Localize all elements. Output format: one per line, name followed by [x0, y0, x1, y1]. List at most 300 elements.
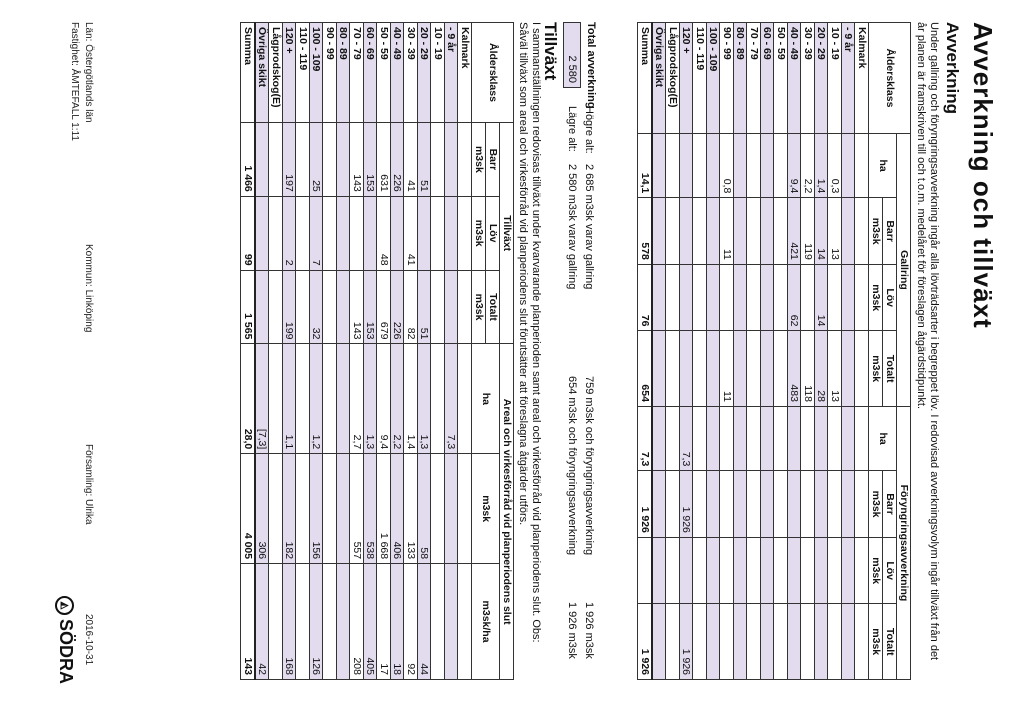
- areal-m3sk-cell: [323, 454, 337, 564]
- col-header-lov: Löv: [883, 264, 897, 331]
- hogre-alt-text: 2 685 m3sk varav gallring: [583, 164, 595, 290]
- table-row: [404, 23, 418, 680]
- tillvaxt-lov-cell: [364, 196, 378, 270]
- table-row: [350, 23, 364, 680]
- foryngring-lov-cell: [842, 537, 856, 604]
- tillvaxt-barr-cell: [269, 122, 283, 196]
- row-label: 20 - 29: [418, 23, 432, 123]
- tillvaxt-lov-cell: 2: [283, 196, 297, 270]
- areal-m3skha-cell: 44: [418, 564, 432, 680]
- row-label: Övriga skikt: [255, 23, 269, 123]
- tillvaxt-totalt-cell: [337, 270, 351, 344]
- tillvaxt-lov-cell: 7: [310, 196, 324, 270]
- row-label: 10 - 19: [828, 23, 842, 134]
- gallring-barr-cell: [707, 198, 721, 265]
- tillvaxt-lov-cell: [255, 196, 269, 270]
- col-header-unit: m3sk: [869, 604, 883, 680]
- row-label: - 9 år: [842, 23, 856, 134]
- row-label: 40 - 49: [788, 23, 802, 134]
- sum-areal-m3sk-cell: 4 005: [241, 454, 255, 564]
- tillvaxt-lov-cell: [296, 196, 310, 270]
- foryngring-ha-cell: [734, 406, 748, 470]
- row-label: 110 - 119: [693, 23, 707, 134]
- areal-m3sk-cell: [296, 454, 310, 564]
- areal-m3skha-cell: [269, 564, 283, 680]
- table-row: [707, 23, 721, 680]
- tillvaxt-lov-cell: 48: [377, 196, 391, 270]
- tillvaxt-lov-cell: [418, 196, 432, 270]
- foryngring-totalt-cell: [761, 604, 775, 680]
- col-header-unit: m3sk: [472, 122, 486, 196]
- foryngring-lov-cell: [761, 537, 775, 604]
- gallring-totalt-cell: 28: [815, 331, 829, 406]
- tillvaxt-totalt-cell: [296, 270, 310, 344]
- areal-m3sk-cell: 406: [391, 454, 405, 564]
- table-row: [815, 23, 829, 680]
- gallring-barr-cell: [855, 198, 869, 265]
- total-avverkning-label: Total avverkning: [585, 22, 597, 109]
- foryngring-lov-cell: [774, 537, 788, 604]
- tillvaxt-totalt-cell: 153: [364, 270, 378, 344]
- areal-ha-cell: [269, 344, 283, 454]
- sum-areal-m3skha-cell: 143: [241, 564, 255, 680]
- table-row: [666, 23, 680, 680]
- foryngring-totalt-cell: [855, 604, 869, 680]
- gallring-barr-cell: [747, 198, 761, 265]
- sum-foryngring-lov-cell: [638, 537, 652, 604]
- row-label: - 9 år: [445, 23, 459, 123]
- foryngring-barr-cell: [774, 471, 788, 538]
- foryngring-totalt-cell: [707, 604, 721, 680]
- foryngring-totalt-cell: [734, 604, 748, 680]
- group-header-gallring: Gallring: [897, 133, 911, 406]
- group-header-tillvaxt: Tillväxt: [500, 122, 514, 343]
- sum-label: Summa: [241, 23, 255, 123]
- gallring-totalt-cell: [707, 331, 721, 406]
- foryngring-ha-cell: [815, 406, 829, 470]
- col-header-unit: m3sk: [869, 537, 883, 604]
- table-row: [458, 23, 472, 680]
- rotated-page: [16, 4, 1004, 704]
- foryngring-barr-cell: 1 926: [680, 471, 694, 538]
- col-header-alders: Åldersklass: [869, 23, 911, 134]
- gallring-totalt-cell: 11: [720, 331, 734, 406]
- areal-ha-cell: 1,3: [418, 344, 432, 454]
- areal-m3skha-cell: 208: [350, 564, 364, 680]
- areal-m3sk-cell: 182: [283, 454, 297, 564]
- foryngring-ha-cell: [761, 406, 775, 470]
- group-header-areal: Areal och virkesförråd vid planperiodens slut: [500, 344, 514, 680]
- areal-ha-cell: [296, 344, 310, 454]
- sum-gallring-totalt-cell: 654: [638, 331, 652, 406]
- col-header-unit: m3sk: [869, 264, 883, 331]
- avverkning-table: [638, 22, 912, 680]
- areal-m3sk-cell: [458, 454, 472, 564]
- foryngring-totalt-cell: [828, 604, 842, 680]
- areal-m3skha-cell: 92: [404, 564, 418, 680]
- foryngring-lov-cell: [652, 537, 666, 604]
- areal-m3sk-cell: 156: [310, 454, 324, 564]
- table-row: [310, 23, 324, 680]
- gallring-barr-cell: [842, 198, 856, 265]
- gallring-lov-cell: 62: [788, 264, 802, 331]
- gallring-ha-cell: [855, 133, 869, 197]
- footer-fastighet: Fastighet: ÅMTEFALL 1:11: [69, 22, 80, 141]
- tillvaxt-barr-cell: 143: [350, 122, 364, 196]
- col-header-barr: Barr: [883, 198, 897, 265]
- gallring-lov-cell: [761, 264, 775, 331]
- tillvaxt-barr-cell: 197: [283, 122, 297, 196]
- tillvaxt-totalt-cell: [445, 270, 459, 344]
- hogre-alt-foryngring: 1 926 m3sk: [583, 602, 595, 659]
- avverkning-heading: Avverkning: [943, 22, 962, 114]
- areal-ha-cell: [337, 344, 351, 454]
- sodra-logo-icon: ◭: [55, 596, 74, 615]
- col-header-ha: ha: [472, 344, 500, 454]
- areal-ha-cell: [458, 344, 472, 454]
- tillvaxt-barr-cell: 51: [418, 122, 432, 196]
- gallring-totalt-cell: [666, 331, 680, 406]
- foryngring-totalt-cell: [652, 604, 666, 680]
- tillvaxt-table: [241, 22, 515, 680]
- row-label: 30 - 39: [801, 23, 815, 134]
- row-label: 100 - 109: [310, 23, 324, 123]
- row-label: 80 - 89: [337, 23, 351, 123]
- foryngring-totalt-cell: [666, 604, 680, 680]
- foryngring-barr-cell: [693, 471, 707, 538]
- foryngring-ha-cell: [747, 406, 761, 470]
- row-label: 120 +: [283, 23, 297, 123]
- table-row: [377, 23, 391, 680]
- sum-row: [638, 23, 652, 680]
- gallring-ha-cell: [761, 133, 775, 197]
- foryngring-totalt-cell: [842, 604, 856, 680]
- foryngring-barr-cell: [747, 471, 761, 538]
- gallring-barr-cell: [693, 198, 707, 265]
- tillvaxt-barr-cell: [337, 122, 351, 196]
- row-label: Kalmark: [458, 23, 472, 123]
- tillvaxt-barr-cell: [255, 122, 269, 196]
- foryngring-barr-cell: [652, 471, 666, 538]
- table-row: [418, 23, 432, 680]
- lagre-alt-gallring: 654 m3sk och föryngringsavverkning: [566, 376, 578, 556]
- areal-m3sk-cell: [445, 454, 459, 564]
- table-row: [431, 23, 445, 680]
- sum-foryngring-ha-cell: 7,3: [638, 406, 652, 470]
- table-row: [255, 23, 269, 680]
- sum-tillvaxt-barr-cell: 1 466: [241, 122, 255, 196]
- footer-lan: Län: Östergötlands län: [83, 22, 94, 123]
- col-header-unit: m3sk: [869, 331, 883, 406]
- tillvaxt-barr-cell: 153: [364, 122, 378, 196]
- areal-m3skha-cell: 168: [283, 564, 297, 680]
- gallring-lov-cell: [747, 264, 761, 331]
- areal-m3sk-cell: 557: [350, 454, 364, 564]
- tillvaxt-lov-cell: [431, 196, 445, 270]
- foryngring-ha-cell: [788, 406, 802, 470]
- gallring-totalt-cell: 483: [788, 331, 802, 406]
- areal-m3skha-cell: 18: [391, 564, 405, 680]
- table-row: [788, 23, 802, 680]
- row-label: 50 - 59: [377, 23, 391, 123]
- col-header-barr: Barr: [883, 471, 897, 538]
- foryngring-lov-cell: [855, 537, 869, 604]
- col-header-lov: Löv: [883, 537, 897, 604]
- foryngring-barr-cell: [761, 471, 775, 538]
- col-header-unit: m3sk: [869, 471, 883, 538]
- tillvaxt-heading: Tillväxt: [541, 22, 560, 81]
- gallring-ha-cell: [842, 133, 856, 197]
- gallring-ha-cell: 9,4: [788, 133, 802, 197]
- table-row: [364, 23, 378, 680]
- gallring-lov-cell: [842, 264, 856, 331]
- table-row: [747, 23, 761, 680]
- sum-row: [241, 23, 255, 680]
- row-label: 90 - 99: [323, 23, 337, 123]
- foryngring-barr-cell: [707, 471, 721, 538]
- table-row: [693, 23, 707, 680]
- col-header-alders: Åldersklass: [472, 23, 514, 123]
- table-row: [720, 23, 734, 680]
- gallring-barr-cell: 421: [788, 198, 802, 265]
- row-label: 10 - 19: [431, 23, 445, 123]
- gallring-lov-cell: [707, 264, 721, 331]
- areal-ha-cell: 1,4: [404, 344, 418, 454]
- tillvaxt-totalt-cell: 679: [377, 270, 391, 344]
- sum-gallring-barr-cell: 578: [638, 198, 652, 265]
- sum-tillvaxt-lov-cell: 99: [241, 196, 255, 270]
- sum-areal-ha-cell: 28,0: [241, 344, 255, 454]
- areal-m3skha-cell: [296, 564, 310, 680]
- row-label: 40 - 49: [391, 23, 405, 123]
- foryngring-barr-cell: [842, 471, 856, 538]
- sum-foryngring-barr-cell: 1 926: [638, 471, 652, 538]
- table-row: [269, 23, 283, 680]
- gallring-lov-cell: [652, 264, 666, 331]
- gallring-totalt-cell: [761, 331, 775, 406]
- areal-ha-cell: 1,2: [310, 344, 324, 454]
- gallring-totalt-cell: [680, 331, 694, 406]
- tillvaxt-totalt-cell: 82: [404, 270, 418, 344]
- gallring-totalt-cell: 13: [828, 331, 842, 406]
- foryngring-ha-cell: [652, 406, 666, 470]
- areal-m3sk-cell: 1 668: [377, 454, 391, 564]
- col-header-unit: m3sk: [869, 198, 883, 265]
- sum-tillvaxt-totalt-cell: 1 565: [241, 270, 255, 344]
- tillvaxt-barr-cell: [431, 122, 445, 196]
- foryngring-lov-cell: [720, 537, 734, 604]
- sodra-logo-text: SÖDRA: [56, 619, 76, 685]
- col-header-m3skha: m3sk/ha: [472, 564, 500, 680]
- row-label: 80 - 89: [734, 23, 748, 134]
- gallring-ha-cell: [666, 133, 680, 197]
- gallring-ha-cell: 0,8: [720, 133, 734, 197]
- gallring-lov-cell: [774, 264, 788, 331]
- table-row: [652, 23, 666, 680]
- table-row: [680, 23, 694, 680]
- areal-ha-cell: 9,4: [377, 344, 391, 454]
- hogre-alt-label: Högre alt:: [583, 106, 595, 154]
- footer-date: 2016-10-31: [83, 614, 94, 666]
- foryngring-ha-cell: [828, 406, 842, 470]
- foryngring-ha-cell: [801, 406, 815, 470]
- gallring-lov-cell: [680, 264, 694, 331]
- table-row: [445, 23, 459, 680]
- tillvaxt-lov-cell: [391, 196, 405, 270]
- areal-ha-cell: [7,3]: [255, 344, 269, 454]
- row-label: 90 - 99: [720, 23, 734, 134]
- table-row: [855, 23, 869, 680]
- gallring-barr-cell: [761, 198, 775, 265]
- row-label: Övriga skikt: [652, 23, 666, 134]
- foryngring-totalt-cell: [801, 604, 815, 680]
- foryngring-barr-cell: [666, 471, 680, 538]
- tillvaxt-barr-cell: 25: [310, 122, 324, 196]
- hogre-alt-gallring: 759 m3sk och föryngringsavverkning: [583, 376, 595, 556]
- tillvaxt-lov-cell: [323, 196, 337, 270]
- areal-m3sk-cell: [269, 454, 283, 564]
- areal-ha-cell: [323, 344, 337, 454]
- foryngring-totalt-cell: [788, 604, 802, 680]
- foryngring-barr-cell: [828, 471, 842, 538]
- gallring-lov-cell: [666, 264, 680, 331]
- gallring-totalt-cell: [774, 331, 788, 406]
- footer-forsamling: Församling: Ulrika: [83, 444, 94, 525]
- gallring-barr-cell: [680, 198, 694, 265]
- gallring-totalt-cell: [693, 331, 707, 406]
- foryngring-ha-cell: [666, 406, 680, 470]
- group-header-foryngring: Föryngringsavverkning: [897, 406, 911, 679]
- lagre-alt-foryngring: 1 926 m3sk: [566, 602, 578, 659]
- gallring-lov-cell: [801, 264, 815, 331]
- total-avverkning-value: 2 580: [563, 22, 581, 88]
- foryngring-ha-cell: [720, 406, 734, 470]
- tillvaxt-totalt-cell: 143: [350, 270, 364, 344]
- areal-ha-cell: 1,1: [283, 344, 297, 454]
- row-label: 50 - 59: [774, 23, 788, 134]
- foryngring-totalt-cell: [774, 604, 788, 680]
- areal-ha-cell: 2,7: [350, 344, 364, 454]
- foryngring-totalt-cell: [747, 604, 761, 680]
- lagre-alt-label: Lägre alt:: [566, 106, 578, 152]
- table-row: [734, 23, 748, 680]
- gallring-ha-cell: [747, 133, 761, 197]
- foryngring-totalt-cell: [815, 604, 829, 680]
- foryngring-barr-cell: [801, 471, 815, 538]
- foryngring-barr-cell: [734, 471, 748, 538]
- foryngring-ha-cell: [707, 406, 721, 470]
- tillvaxt-totalt-cell: [323, 270, 337, 344]
- col-header-totalt: Totalt: [883, 604, 897, 680]
- col-header-lov: Löv: [486, 196, 500, 270]
- areal-m3sk-cell: 538: [364, 454, 378, 564]
- areal-m3skha-cell: [445, 564, 459, 680]
- tillvaxt-totalt-cell: [458, 270, 472, 344]
- lagre-alt-text: 2 580 m3sk varav gallring: [566, 164, 578, 290]
- foryngring-ha-cell: [774, 406, 788, 470]
- foryngring-barr-cell: [788, 471, 802, 538]
- row-label: 70 - 79: [350, 23, 364, 123]
- foryngring-barr-cell: [815, 471, 829, 538]
- foryngring-totalt-cell: [720, 604, 734, 680]
- row-label: 30 - 39: [404, 23, 418, 123]
- gallring-ha-cell: [693, 133, 707, 197]
- areal-ha-cell: [431, 344, 445, 454]
- foryngring-lov-cell: [828, 537, 842, 604]
- foryngring-lov-cell: [693, 537, 707, 604]
- tillvaxt-totalt-cell: 199: [283, 270, 297, 344]
- sodra-logo: [55, 596, 76, 684]
- gallring-totalt-cell: [734, 331, 748, 406]
- row-label: 60 - 69: [364, 23, 378, 123]
- gallring-lov-cell: 14: [815, 264, 829, 331]
- row-label: 110 - 119: [296, 23, 310, 123]
- tillvaxt-barr-cell: [458, 122, 472, 196]
- gallring-ha-cell: [652, 133, 666, 197]
- col-header-ha: ha: [869, 406, 897, 470]
- tillvaxt-lov-cell: [458, 196, 472, 270]
- tillvaxt-lov-cell: [269, 196, 283, 270]
- tillvaxt-barr-cell: 41: [404, 122, 418, 196]
- table-row: [774, 23, 788, 680]
- gallring-ha-cell: [680, 133, 694, 197]
- gallring-ha-cell: [707, 133, 721, 197]
- gallring-barr-cell: 119: [801, 198, 815, 265]
- gallring-barr-cell: 13: [828, 198, 842, 265]
- foryngring-totalt-cell: [693, 604, 707, 680]
- sum-foryngring-totalt-cell: 1 926: [638, 604, 652, 680]
- areal-ha-cell: 2,2: [391, 344, 405, 454]
- tillvaxt-totalt-cell: 226: [391, 270, 405, 344]
- table-row: [323, 23, 337, 680]
- gallring-lov-cell: [720, 264, 734, 331]
- foryngring-lov-cell: [747, 537, 761, 604]
- col-header-m3sk: m3sk: [472, 454, 500, 564]
- row-label: 20 - 29: [815, 23, 829, 134]
- tillvaxt-intro: I sammanställningen redovisas tillväxt under kvarvarande planperioden samt areal och virkesförråd vid planperiodens slut. Obs: Såväl tillväxt som areal och virkesförråd vid planperiodens slut förutsätter att föreslagna åtgärder utförs.: [517, 22, 542, 643]
- areal-m3skha-cell: 405: [364, 564, 378, 680]
- gallring-ha-cell: [774, 133, 788, 197]
- foryngring-ha-cell: [842, 406, 856, 470]
- tillvaxt-totalt-cell: 32: [310, 270, 324, 344]
- footer-kommun: Kommun: Linköping: [83, 244, 94, 333]
- table-row: [828, 23, 842, 680]
- tillvaxt-totalt-cell: [431, 270, 445, 344]
- foryngring-lov-cell: [734, 537, 748, 604]
- tillvaxt-barr-cell: 631: [377, 122, 391, 196]
- row-label: 100 - 109: [707, 23, 721, 134]
- areal-m3sk-cell: [431, 454, 445, 564]
- tillvaxt-barr-cell: [445, 122, 459, 196]
- foryngring-lov-cell: [815, 537, 829, 604]
- areal-m3skha-cell: [337, 564, 351, 680]
- areal-m3skha-cell: 42: [255, 564, 269, 680]
- tillvaxt-lov-cell: [350, 196, 364, 270]
- col-header-ha: ha: [869, 133, 897, 197]
- foryngring-lov-cell: [707, 537, 721, 604]
- gallring-ha-cell: [734, 133, 748, 197]
- tillvaxt-barr-cell: [296, 122, 310, 196]
- foryngring-barr-cell: [720, 471, 734, 538]
- foryngring-ha-cell: 7,3: [680, 406, 694, 470]
- tillvaxt-lov-cell: 41: [404, 196, 418, 270]
- foryngring-totalt-cell: 1 926: [680, 604, 694, 680]
- gallring-totalt-cell: [747, 331, 761, 406]
- table-row: [283, 23, 297, 680]
- table-row: [842, 23, 856, 680]
- areal-m3sk-cell: [337, 454, 351, 564]
- areal-ha-cell: 7,3: [445, 344, 459, 454]
